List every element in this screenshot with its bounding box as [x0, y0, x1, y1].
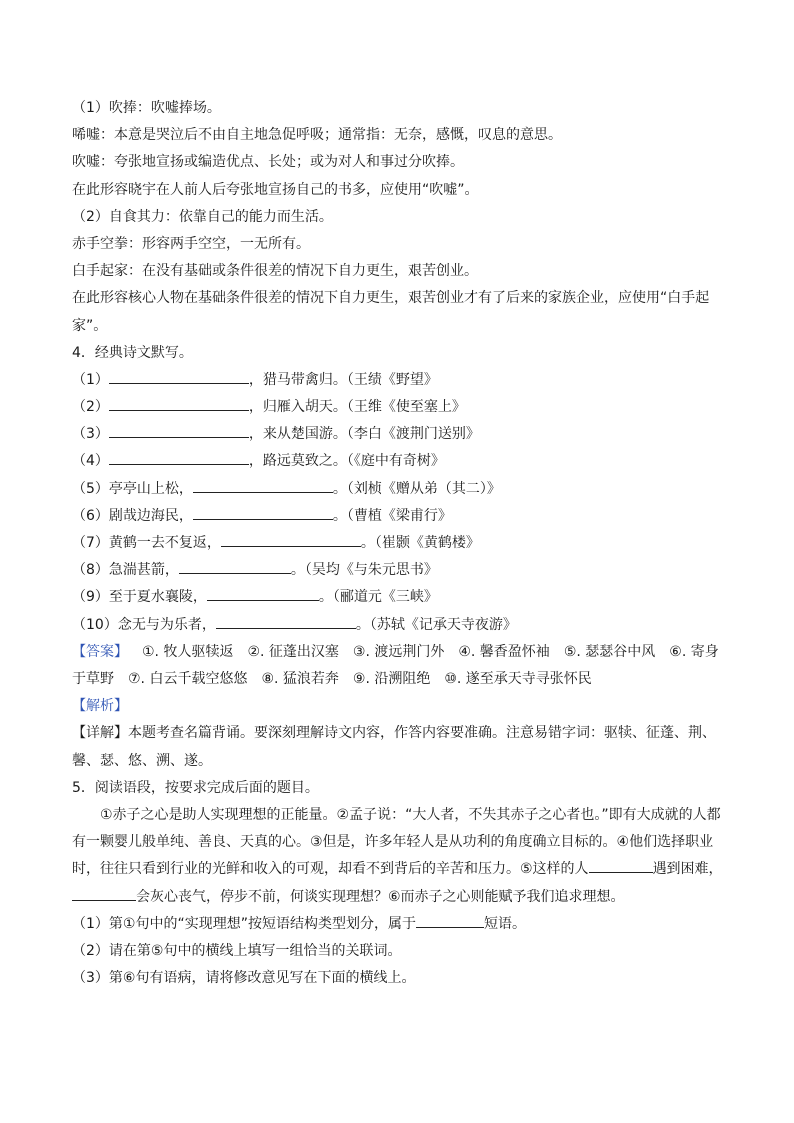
item-prefix: 急湍甚箭，: [108, 562, 179, 579]
paragraph: 在此形容核心人物在基础条件很差的情况下自力更生，艰苦创业才有了后来的家族企业，应使用“白手起家”。: [72, 290, 710, 334]
detail-text: 本题考查名篇背诵。要深刻理解诗文内容，作答内容要准确。注意易错字词：驱犊、征蓬、荆、馨、瑟、悠、溯、遂。: [72, 725, 716, 769]
question-5-sub1: [72, 911, 728, 938]
document-page: [72, 95, 728, 992]
answer-blank[interactable]: [589, 856, 653, 873]
answer-blank[interactable]: [179, 557, 291, 574]
question-5-sub2: （2）请在第⑤句中的横线上填写一组恰当的关联词。: [72, 942, 402, 959]
answer-blank[interactable]: [109, 367, 249, 384]
item-number: （5）: [72, 480, 109, 497]
detail-tag: 【详解】: [72, 725, 128, 742]
item-prefix: 亭亭山上松，: [108, 480, 193, 497]
answer-blank[interactable]: [109, 394, 249, 411]
item-suffix: 。（吴均《与朱元思书》: [290, 562, 438, 579]
recitation-item: [72, 476, 728, 503]
passage-text: 会灰心丧气，停步不前，何谈实现理想？⑥而赤子之心则能赋予我们追求理想。: [136, 888, 625, 905]
question-4-title: 4．经典诗文默写。: [72, 344, 193, 361]
answer-item: ⑨. 沿溯阻绝: [352, 670, 431, 687]
item-number: （7）: [72, 535, 109, 552]
sub-question-text: 短语。: [483, 915, 526, 932]
item-number: （2）: [72, 399, 109, 416]
q3-answer-section: [72, 95, 728, 340]
answer-item: ②. 征蓬出汉塞: [247, 643, 339, 660]
recitation-item: [72, 421, 728, 448]
answer-tag: 【答案】: [72, 643, 128, 660]
answer-blank[interactable]: [416, 911, 484, 928]
item-prefix: 念无与为乐者，: [117, 616, 216, 633]
item-suffix: ，归雁入胡天。（王维《使至塞上》: [248, 399, 466, 416]
paragraph: 吹嘘：夸张地宣扬或编造优点、长处；或为对人和事过分吹捧。: [72, 154, 464, 171]
answer-item: ⑤. 瑟瑟谷中风: [563, 643, 656, 660]
item-suffix: 。（郦道元《三峡》: [318, 589, 438, 606]
detail-paragraph: [72, 720, 728, 774]
item-number: （10）: [72, 616, 118, 633]
paragraph: 唏嘘：本意是哭泣后不由自主地急促呼吸；通常指：无奈，感慨，叹息的意思。: [72, 127, 562, 144]
paragraph: 赤手空拳：形容两手空空，一无所有。: [72, 235, 310, 252]
paragraph: 白手起家：在没有基础或条件很差的情况下自力更生，艰苦创业。: [72, 263, 478, 280]
answer-item: ③. 渡远荆门外: [352, 643, 445, 660]
recitation-item: [72, 612, 728, 639]
answer-blank[interactable]: [207, 584, 319, 601]
item-number: （9）: [72, 589, 109, 606]
item-number: （6）: [72, 507, 109, 524]
item-suffix: 。（崔颢《黄鹤楼》: [360, 535, 480, 552]
answer-item: ④. 馨香盈怀袖: [458, 643, 550, 660]
passage-text: ①赤子之心是助人实现理想的正能量。②孟子说：“大人者，不失其赤子之心者也。”即有大成就的人都有一颗婴儿般单纯、善良、天真的心。③但是，许多年轻人是从功利的角度确立目标的。④他们选择职业时，往往只看到行业的光鲜和收入的可观，却看不到背后的辛苦和压力。⑤这样的人: [72, 806, 721, 878]
answer-blank[interactable]: [216, 612, 356, 629]
paragraph: （2）自食其力：依靠自己的能力而生活。: [72, 208, 333, 225]
recitation-item: [72, 503, 728, 530]
recitation-item: [72, 367, 728, 394]
item-prefix: 剧哉边海民，: [108, 507, 193, 524]
answer-blank[interactable]: [109, 448, 249, 465]
answer-item: ⑧. 猛浪若奔: [261, 670, 339, 687]
item-suffix: ，猎马带禽归。（王绩《野望》: [248, 371, 438, 388]
item-suffix: 。（曹植《梁甫行》: [332, 507, 452, 524]
item-number: （4）: [72, 453, 109, 470]
item-suffix: ，来从楚国游。（李白《渡荆门送别》: [248, 426, 480, 443]
recitation-item: [72, 394, 728, 421]
question-5-title: 5．阅读语段，按要求完成后面的题目。: [72, 779, 319, 796]
analysis-tag: 【解析】: [72, 698, 128, 715]
answer-blank[interactable]: [193, 503, 333, 520]
answer-blank[interactable]: [72, 884, 136, 901]
question-4-items: [72, 367, 728, 639]
item-prefix: 至于夏水襄陵，: [108, 589, 207, 606]
item-suffix: 。（刘桢《赠从弟（其二）》: [332, 480, 501, 497]
answer-item: ①. 牧人驱犊返: [142, 643, 234, 660]
item-number: （8）: [72, 562, 109, 579]
paragraph: 在此形容晓宇在人前人后夸张地宣扬自己的书多，应使用“吹嘘”。: [72, 181, 479, 198]
recitation-item: [72, 584, 728, 611]
item-number: （1）: [72, 371, 109, 388]
sub-question-text: （1）第①句中的“实现理想”按短语结构类型划分，属于: [72, 915, 416, 932]
answer-blank[interactable]: [221, 530, 361, 547]
question-5-passage: [72, 802, 728, 911]
answer-item: ⑦. 白云千载空悠悠: [128, 670, 248, 687]
recitation-item: [72, 530, 728, 557]
recitation-item: [72, 448, 728, 475]
answer-blank[interactable]: [193, 476, 333, 493]
question-5-sub3: （3）第⑥句有语病，请将修改意见写在下面的横线上。: [72, 970, 416, 987]
answer-blank[interactable]: [109, 421, 249, 438]
paragraph: （1）吹捧：吹嘘捧场。: [72, 100, 221, 116]
recitation-item: [72, 557, 728, 584]
item-prefix: 黄鹤一去不复返，: [108, 535, 221, 552]
answer-item: ⑥. 寄身于草野: [72, 643, 719, 687]
item-suffix: 。（苏轼《记承天寺夜游》: [355, 616, 517, 633]
passage-text: 遇到困难，: [652, 861, 723, 878]
question-4-answer: [72, 639, 728, 693]
answer-item: ⑩. 遂至承天寺寻张怀民: [444, 670, 592, 687]
item-number: （3）: [72, 426, 109, 443]
item-suffix: ，路远莫致之。（《庭中有奇树》: [248, 453, 445, 470]
